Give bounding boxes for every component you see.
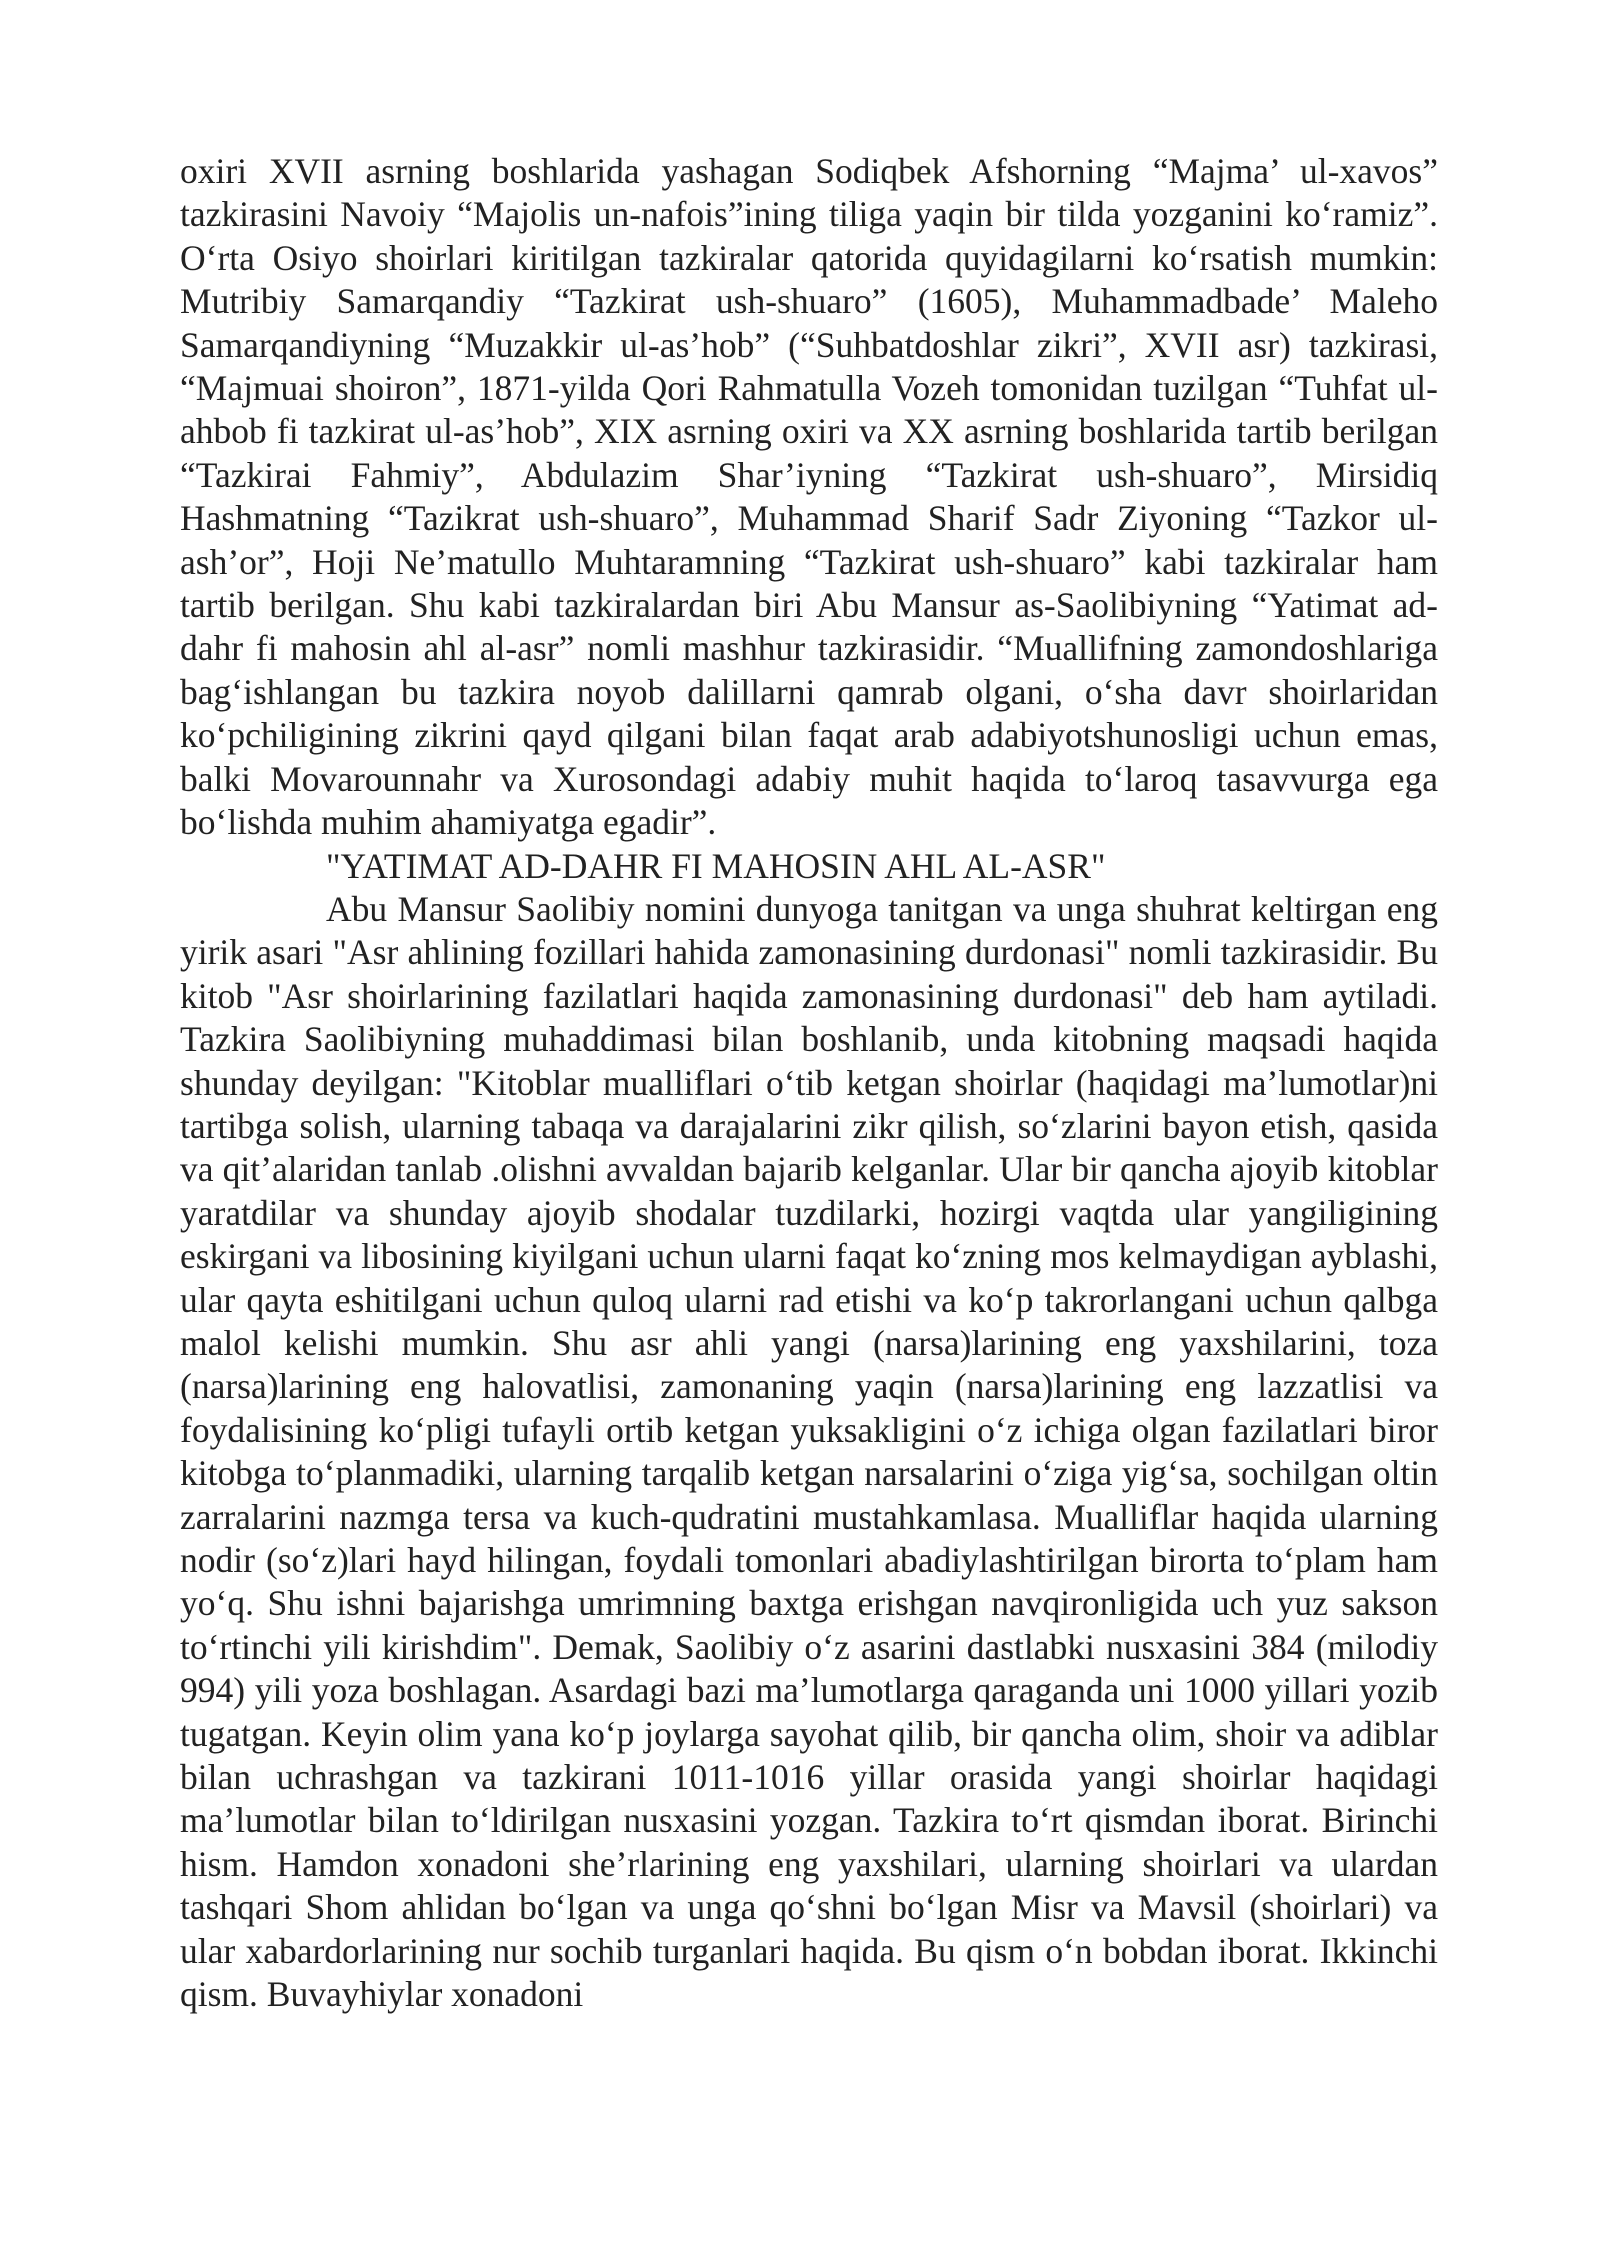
document-page	[180, 150, 1438, 2016]
body-paragraph-1: oxiri XVII asrning boshlarida yashagan Sodiqbek Afshorning “Majma’ ul-xavos” tazkirasini Navoiy “Majolis un-nafois”ining tiliga yaqin bir tilda yozganini ko‘ramiz”. O‘rta Osiyo shoirlari kiritilgan tazkiralar qatorida quyidagilarni ko‘rsatish mumkin: Mutribiy Samarqandiy “Tazkirat ush-shuaro” (1605), Muhammadbade’ Maleho Samarqandiyning “Muzakkir ul-as’hob” (“Suhbatdoshlar zikri”, XVII asr) tazkirasi, “Majmuai shoiron”, 1871-yilda Qori Rahmatulla Vozeh tomonidan tuzilgan “Tuhfat ul-ahbob fi tazkirat ul-as’hob”, XIX asrning oxiri va XX asrning boshlarida tartib berilgan “Tazkirai Fahmiy”, Abdulazim Shar’iyning “Tazkirat ush-shuaro”, Mirsidiq Hashmatning “Tazikrat ush-shuaro”, Muhammad Sharif Sadr Ziyoning “Tazkor ul-ash’or”, Hoji Ne’matullo Muhtaramning “Tazkirat ush-shuaro” kabi tazkiralar ham tartib berilgan. Shu kabi tazkiralardan biri Abu Mansur as-Saolibiyning “Yatimat ad-dahr fi mahosin ahl al-asr” nomli mashhur tazkirasidir. “Muallifning zamondoshlariga bag‘ishlangan bu tazkira noyob dalillarni qamrab olgani, o‘sha davr shoirlaridan ko‘pchiligining zikrini qayd qilgani bilan faqat arab adabiyotshunosligi uchun emas, balki Movarounnahr va Xurosondagi adabiy muhit haqida to‘laroq tasavvurga ega bo‘lishda muhim ahamiyatga egadir”.	[180, 151, 1438, 843]
body-paragraph-2: Abu Mansur Saolibiy nomini dunyoga tanitgan va unga shuhrat keltirgan eng yirik asari "Asr ahlining fozillari hahida zamonasining durdonasi" nomli tazkirasidir. Bu kitob "Asr shoirlarining fazilatlari haqida zamonasining durdonasi" deb ham aytiladi. Tazkira Saolibiyning muhaddimasi bilan boshlanib, unda kitobning maqsadi haqida shunday deyilgan: "Kitoblar mualliflari o‘tib ketgan shoirlar (haqidagi ma’lumotlar)ni tartibga solish, ularning tabaqa va darajalarini zikr qilish, so‘zlarini bayon etish, qasida va qit’alaridan tanlab .olishni avvaldan bajarib kelganlar. Ular bir qancha ajoyib kitoblar yaratdilar va shunday ajoyib shodalar tuzdilarki, hozirgi vaqtda ular yangiligining eskirgani va libosining kiyilgani uchun ularni faqat ko‘zning mos kelmaydigan ayblashi, ular qayta eshitilgani uchun quloq ularni rad etishi va ko‘p takrorlangani uchun qalbga malol kelishi mumkin. Shu asr ahli yangi (narsa)larining eng yaxshilarini, toza (narsa)larining eng halovatlisi, zamonaning yaqin (narsa)larining eng lazzatlisi va foydalisining ko‘pligi tufayli ortib ketgan yuksakligini o‘z ichiga olgan fazilatlari biror kitobga to‘planmadiki, ularning tarqalib ketgan narsalarini o‘ziga yig‘sa, sochilgan oltin zarralarini nazmga tersa va kuch-qudratini mustahkamlasa. Mualliflar haqida ularning nodir (so‘z)lari hayd hilingan, foydali tomonlari abadiylashtirilgan birorta to‘plam ham yo‘q. Shu ishni bajarishga umrimning baxtga erishgan navqironligida uch yuz sakson to‘rtinchi yili kirishdim". Demak, Saolibiy o‘z asarini dastlabki nusxasini 384 (milodiy 994) yili yoza boshlagan. Asardagi bazi ma’lumotlarga qaraganda uni 1000 yillari yozib tugatgan. Keyin olim yana ko‘p joylarga sayohat qilib, bir qancha olim, shoir va adiblar bilan uchrashgan va tazkirani 1011-1016 yillar orasida yangi shoirlar haqidagi ma’lumotlar bilan to‘ldirilgan nusxasini yozgan. Tazkira to‘rt qismdan iborat. Birinchi hism. Hamdon xonadoni she’rlarining eng yaxshilari, ularning shoirlari va ulardan tashqari Shom ahlidan bo‘lgan va unga qo‘shni bo‘lgan Misr va Mavsil (shoirlari) va ular xabardorlarining nur sochib turganlari haqida. Bu qism o‘n bobdan iborat. Ikkinchi qism. Buvayhiylar xonadoni	[180, 888, 1438, 2015]
section-heading: "YATIMAT AD-DAHR FI MAHOSIN AHL AL-ASR"	[326, 845, 1106, 886]
